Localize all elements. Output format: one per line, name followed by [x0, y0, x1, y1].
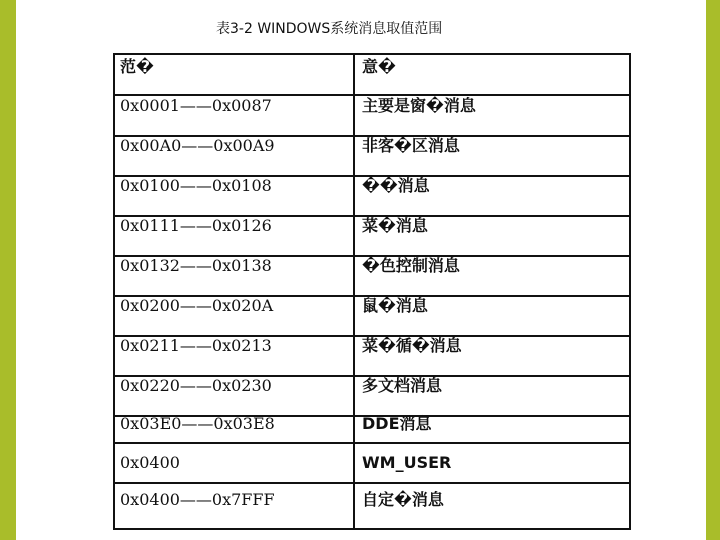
table-row-meaning: 菜�循�消息: [362, 336, 462, 355]
row-divider: [115, 482, 629, 484]
slide: [16, 0, 706, 540]
table-row-range: 0x0132——0x0138: [120, 256, 272, 275]
table-row-range: 0x0111——0x0126: [120, 216, 272, 235]
table-row-range: 0x0001——0x0087: [120, 96, 272, 115]
table-row-range: 0x0220——0x0230: [120, 376, 272, 395]
table-row-range: 0x0100——0x0108: [120, 176, 272, 195]
row-divider: [115, 442, 629, 444]
table-row-meaning: 鼠�消息: [362, 296, 428, 315]
table-row-meaning: �色控制消息: [362, 256, 460, 275]
table-row-range: 0x03E0——0x03E8: [120, 414, 275, 433]
table-row-range: 0x0211——0x0213: [120, 336, 272, 355]
message-range-table: [113, 53, 631, 530]
column-divider: [353, 55, 355, 528]
table-row-range: 0x0400——0x7FFF: [120, 490, 275, 509]
table-row-range: 0x0400: [120, 453, 180, 472]
table-row-meaning: 非客�区消息: [362, 136, 460, 155]
table-row-meaning: DDE消息: [362, 414, 432, 433]
header-range: 范�: [120, 57, 154, 76]
table-row-meaning: 多文档消息: [362, 376, 443, 395]
table-row-range: 0x0200——0x020A: [120, 296, 274, 315]
table-caption: 表3-2 WINDOWS系统消息取值范围: [216, 21, 443, 37]
table-row-meaning: ��消息: [362, 176, 430, 195]
table-row-meaning: 主要是窗�消息: [362, 96, 476, 115]
table-row-meaning: WM_USER: [362, 453, 452, 472]
header-meaning: 意�: [362, 57, 396, 76]
table-row-meaning: 菜�消息: [362, 216, 428, 235]
table-row-meaning: 自定�消息: [362, 490, 444, 509]
table-row-range: 0x00A0——0x00A9: [120, 136, 275, 155]
